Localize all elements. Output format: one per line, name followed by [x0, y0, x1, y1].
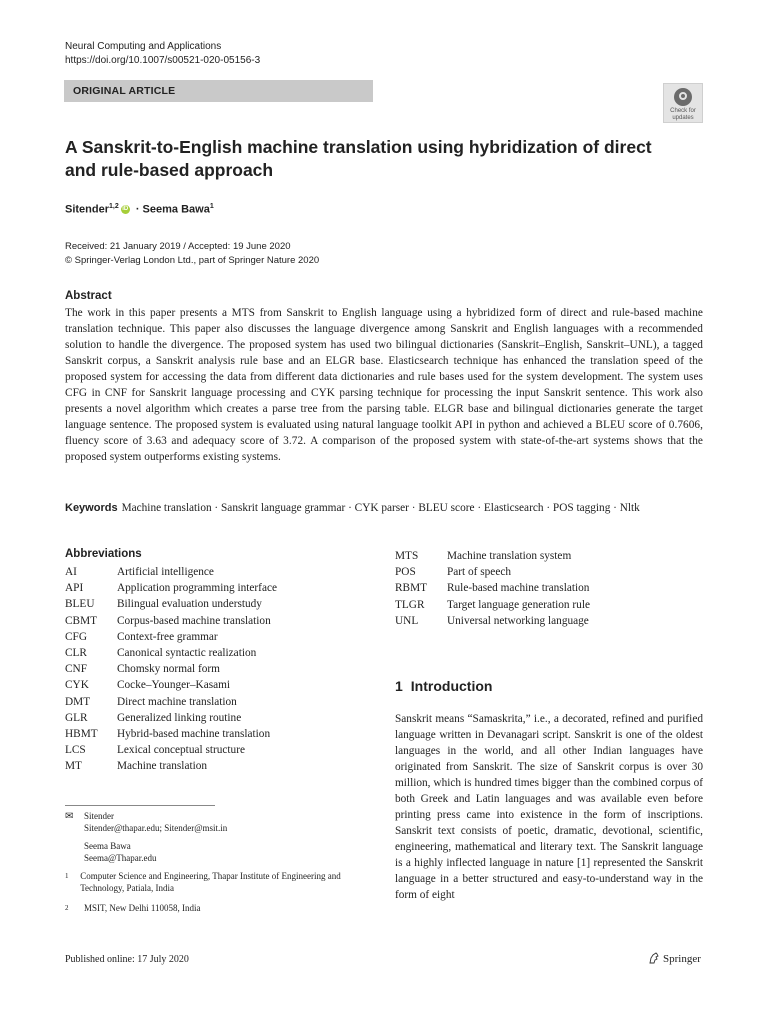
section-number: 1: [395, 678, 403, 694]
abbr-def: Corpus-based machine translation: [117, 614, 271, 627]
abbr-term: CFG: [65, 630, 87, 643]
abbr-def: Context-free grammar: [117, 630, 218, 643]
contact-name: Sitender: [84, 811, 114, 821]
abbr-term: CNF: [65, 663, 87, 676]
article-dates: [65, 240, 319, 268]
abbr-term: HBMT: [65, 728, 98, 741]
contact-entry: [65, 841, 365, 864]
abbr-def: Bilingual evaluation understudy: [117, 598, 262, 611]
badge-line-1: Check for: [670, 108, 696, 114]
abbreviation-row: [65, 677, 277, 693]
abbr-def: Cocke–Younger–Kasami: [117, 679, 231, 692]
affiliation-number: 2: [65, 904, 69, 912]
abbreviation-row: [65, 645, 277, 661]
abstract-heading: Abstract: [65, 290, 112, 302]
author-name[interactable]: Seema Bawa: [142, 203, 210, 216]
abbr-def: Artificial intelligence: [117, 566, 214, 578]
author-separator: ·: [135, 203, 140, 216]
abbr-term: CYK: [65, 679, 89, 692]
section-heading-introduction: [395, 678, 492, 694]
abbr-def: Application programming interface: [117, 582, 277, 595]
abbr-term: MTS: [395, 550, 419, 562]
abbreviations-heading: Abbreviations: [65, 548, 142, 560]
abbreviation-row: [65, 596, 277, 612]
contact-entry: [65, 811, 365, 834]
affiliation-entry: [65, 903, 365, 915]
abbreviation-row: [65, 694, 277, 710]
abbreviation-row: [395, 613, 590, 629]
author-list: [65, 203, 214, 216]
abbreviation-row: [65, 742, 277, 758]
section-title: Introduction: [410, 678, 493, 694]
abbr-def: Lexical conceptual structure: [117, 744, 245, 757]
abbr-term: API: [65, 582, 84, 595]
abbreviation-row: [65, 710, 277, 726]
orcid-icon[interactable]: iD: [122, 206, 129, 213]
author-affil-sup: 1: [209, 203, 214, 210]
paper-title: A Sanskrit-to-English machine translation using hybridization of direct and rule-based approach: [65, 137, 652, 180]
envelope-icon: ✉: [65, 811, 74, 822]
abbreviation-row: [65, 629, 277, 645]
introduction-text: Sanskrit means “Samaskrita,” i.e., a decorated, refined and purified language written in Devanagari script. Sanskrit is one of the oldest languages in the world, and all other Indian languages have originated from Sanskrit. The size of Sanskrit corpus is over 30 million, which is hundred times bigger than the combined corpus of both Greek and Latin languages and was available even before printing press came into existence in the form of inscriptions. Sanskrit text consists of poetic, dramatic, devotional, scientific, engineering, mathematical and literary text. The Sanskrit language is a highly inflected language in nature [1] represented the Sanskrit language in a better structured and easy-to-understand way in the form of eight: [395, 713, 703, 901]
abbr-def: Machine translation system: [447, 550, 572, 562]
abbr-def: Canonical syntactic realization: [117, 647, 257, 660]
affiliation-text: MSIT, New Delhi 110058, India: [84, 903, 201, 913]
abbr-def: Part of speech: [447, 566, 511, 579]
contact-email[interactable]: Seema@Thapar.edu: [84, 852, 157, 863]
published-online: Published online: 17 July 2020: [65, 954, 189, 965]
abbreviation-row: [395, 564, 590, 580]
abbr-def: Hybrid-based machine translation: [117, 728, 271, 741]
abbr-term: RBMT: [395, 582, 428, 595]
abbr-term: UNL: [395, 614, 419, 627]
keywords: [65, 500, 675, 516]
abbr-def: Rule-based machine translation: [447, 582, 590, 595]
abbr-term: CLR: [65, 647, 87, 660]
footnote-divider: [65, 805, 215, 806]
journal-header: [65, 40, 260, 68]
abbr-term: POS: [395, 566, 416, 579]
abbreviation-row: [65, 580, 277, 596]
contact-email[interactable]: Sitender@thapar.edu; Sitender@msit.in: [84, 822, 228, 833]
abbr-def: Chomsky normal form: [117, 663, 220, 676]
check-for-updates-badge[interactable]: [663, 83, 703, 123]
affiliation-entry: [65, 871, 365, 894]
keywords-label: Keywords: [65, 502, 118, 514]
footnotes: [65, 811, 365, 924]
badge-line-2: updates: [672, 114, 694, 121]
abbreviation-row: [65, 661, 277, 677]
affiliation-number: 1: [65, 872, 69, 880]
check-updates-icon: [674, 88, 692, 106]
abbreviations-list-right: [395, 548, 590, 629]
doi-link[interactable]: https://doi.org/10.1007/s00521-020-05156-3: [65, 55, 261, 66]
publisher-name: Springer: [663, 953, 701, 965]
abbreviations-list-left: [65, 564, 277, 775]
abbr-def: Universal networking language: [447, 614, 589, 627]
author-name[interactable]: Sitender: [65, 203, 110, 216]
abbr-term: LCS: [65, 744, 86, 757]
abbr-term: BLEU: [65, 598, 95, 611]
abbreviation-row: [65, 613, 277, 629]
abbr-term: TLGR: [395, 598, 425, 611]
affiliation-text: Computer Science and Engineering, Thapar Institute of Engineering and Technology, Patiala, India: [80, 871, 341, 893]
abbreviation-row: [395, 597, 590, 613]
article-type-banner: ORIGINAL ARTICLE: [64, 80, 373, 102]
abbr-term: DMT: [65, 695, 91, 708]
author-affil-sup: 1,2: [109, 203, 119, 210]
abbr-def: Direct machine translation: [117, 695, 237, 708]
abbr-def: Generalized linking routine: [117, 711, 242, 724]
journal-name: Neural Computing and Applications: [65, 41, 222, 52]
keywords-text: Machine translation · Sanskrit language grammar · CYK parser · BLEU score · Elasticsearch · POS tagging · Nltk: [121, 502, 640, 514]
abbr-term: CBMT: [65, 614, 98, 627]
abbr-term: MT: [65, 760, 82, 773]
abbr-def: Machine translation: [117, 760, 208, 773]
received-accepted: Received: 21 January 2019 / Accepted: 19 June 2020: [65, 241, 291, 252]
abbr-def: Target language generation rule: [447, 598, 590, 611]
contact-name: Seema Bawa: [84, 841, 131, 851]
abbreviation-row: [65, 726, 277, 742]
abbr-term: AI: [65, 566, 77, 578]
springer-horse-icon: [648, 952, 660, 964]
abbreviation-row: [65, 564, 277, 580]
abstract-text: The work in this paper presents a MTS from Sanskrit to English language using a hybridized form of direct and rule-based machine translation technique. This paper also discusses the language divergence among Sanskrit and English languages with a recommended solution to handle the divergence. The proposed system has used two bilingual dictionaries (Sanskrit–English, Sanskrit–UNL), a tagged Sanskrit corpus, a Sanskrit analysis rule base and an ELGR base. Elasticsearch technique has enhanced the translation speed of the proposed system for accessing the data from different data dictionaries and rule bases used for the system development. The system uses CFG in CNF for Sanskrit language processing and CYK parsing technique for processing the input Sanskrit sentence. This work also presents a novel algorithm which creates a parse tree from the parsing table. ELGR base and bilingual dictionaries generate the target language sentence. The proposed system is evaluated using natural language toolkit API in python and achieved a BLEU score of 0.7606, fluency score of 3.63 and adequacy score of 3.72. A comparison of the proposed system with state-of-the-art systems shows that the proposed system outperforms existing systems.: [65, 307, 703, 463]
abbreviation-row: [395, 580, 590, 596]
abbr-term: GLR: [65, 711, 88, 724]
publisher-logo[interactable]: [648, 952, 701, 965]
copyright: © Springer-Verlag London Ltd., part of Springer Nature 2020: [65, 255, 320, 266]
abbreviation-row: [65, 758, 277, 774]
abbreviation-row: [395, 548, 590, 564]
